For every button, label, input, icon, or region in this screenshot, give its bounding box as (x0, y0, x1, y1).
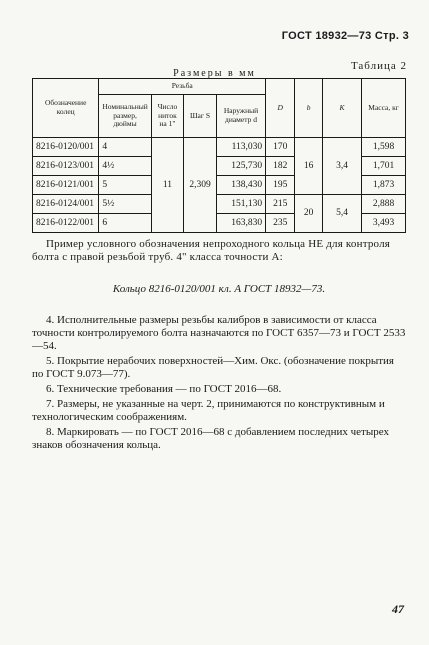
cell-b-group1: 16 (295, 138, 323, 195)
cell-threads-per-inch: 11 (151, 138, 183, 233)
cell-D: 235 (266, 214, 295, 233)
page-number: 47 (392, 602, 404, 616)
header-outer-diameter: Наружный диаметр d (216, 95, 265, 138)
cell-designation: 8216-0123/001 (33, 157, 99, 176)
cell-designation: 8216-0121/001 (33, 176, 99, 195)
dimensions-table (32, 78, 406, 233)
cell-mass: 3,493 (362, 214, 406, 233)
cell-D: 170 (266, 138, 295, 157)
cell-outer-diameter: 113,030 (216, 138, 265, 157)
table-row (33, 138, 406, 157)
header-D: D (266, 79, 295, 138)
requirements-list (32, 314, 406, 454)
cell-D: 215 (266, 195, 295, 214)
table-caption: Таблица 2 (350, 60, 407, 72)
designation-example: Кольцо 8216-0120/001 кл. А ГОСТ 18932—73. (112, 283, 326, 295)
cell-outer-diameter: 138,430 (216, 176, 265, 195)
header-b: b (295, 79, 323, 138)
header-mass: Масса, кг (362, 79, 406, 138)
cell-nominal: 5 (99, 176, 151, 195)
header-threads-per-inch: Число ниток на 1" (151, 95, 183, 138)
cell-nominal: 4 (99, 138, 151, 157)
cell-mass: 1,701 (362, 157, 406, 176)
page-header: ГОСТ 18932—73 Стр. 3 (281, 30, 409, 42)
list-item: 6. Технические требования — по ГОСТ 2016—68. (46, 383, 282, 395)
cell-outer-diameter: 163,830 (216, 214, 265, 233)
table-row (33, 195, 406, 214)
cell-K-group1: 3,4 (322, 138, 361, 195)
cell-outer-diameter: 151,130 (216, 195, 265, 214)
example-paragraph: Пример условного обозначения непроходного кольца НЕ для контроля болта с правой резьбой труб. 4" класса точности А: (32, 238, 391, 263)
cell-D: 182 (266, 157, 295, 176)
header-nominal-size: Номинальный размер, дюймы (99, 95, 151, 138)
list-item: 5. Покрытие нерабочих поверхностей—Хим. Окс. (обозначение покрытия по ГОСТ 9.073—77). (32, 355, 394, 380)
cell-designation: 8216-0124/001 (33, 195, 99, 214)
table-title: Размеры в мм (173, 68, 256, 79)
cell-mass: 2,888 (362, 195, 406, 214)
cell-mass: 1,598 (362, 138, 406, 157)
cell-designation: 8216-0122/001 (33, 214, 99, 233)
list-item: 8. Маркировать — по ГОСТ 2016—68 с добавлением последних четырех знаков обозначения кольца. (32, 426, 389, 451)
header-thread: Резьба (99, 79, 266, 95)
cell-nominal: 4½ (99, 157, 151, 176)
cell-K-group2: 5,4 (322, 195, 361, 233)
cell-b-group2: 20 (295, 195, 323, 233)
cell-D: 195 (266, 176, 295, 195)
cell-pitch: 2,309 (184, 138, 217, 233)
cell-nominal: 6 (99, 214, 151, 233)
header-designation: Обозначение колец (33, 79, 99, 138)
cell-designation: 8216-0120/001 (33, 138, 99, 157)
cell-outer-diameter: 125,730 (216, 157, 265, 176)
list-item: 4. Исполнительные размеры резьбы калибров в зависимости от класса точности контролируемого болта назначаются по ГОСТ 6357—73 и ГОСТ 2533—54. (32, 314, 406, 352)
list-item: 7. Размеры, не указанные на черт. 2, принимаются по конструктивным и технологическим соображениям. (32, 398, 385, 423)
cell-nominal: 5½ (99, 195, 151, 214)
header-K: K (322, 79, 361, 138)
cell-mass: 1,873 (362, 176, 406, 195)
header-pitch: Шаг S (184, 95, 217, 138)
